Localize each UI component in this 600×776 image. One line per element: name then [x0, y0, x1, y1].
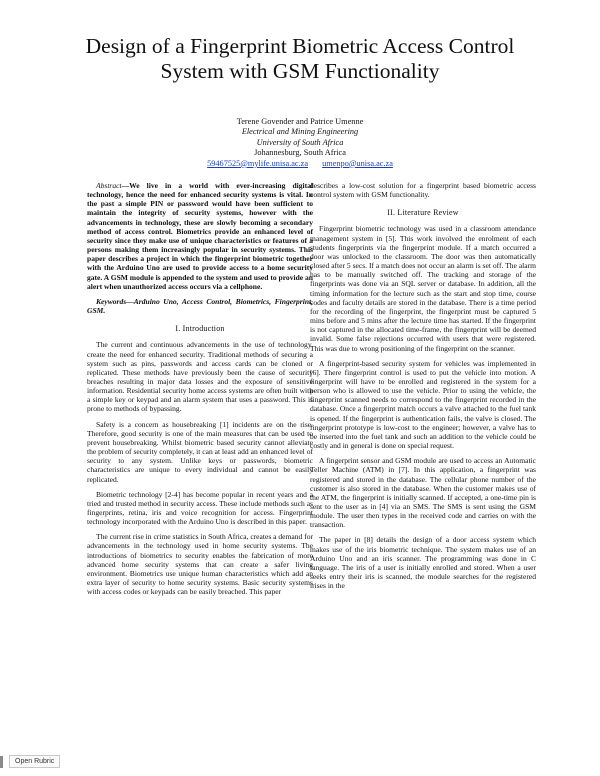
left-column	[87, 181, 313, 602]
badge-marker	[0, 756, 3, 768]
lit-paragraph-4: The paper in [8] details the design of a door access system which makes use of the iris biometric technique. The system makes use of an Arduino Uno and an iris scanner. The programming was done in C language. The iris of a user is initially enrolled and stored. When a user seeks entry their iris is scanned, the module searches for the registered irises in the	[310, 535, 536, 591]
author-block	[100, 117, 500, 169]
author-city: Johannesburg, South Africa	[254, 148, 346, 158]
title-line-1: Design of a Fingerprint Biometric Access Control	[85, 34, 515, 58]
intro-paragraph-2: Safety is a concern as housebreaking [1] incidents are on the rise. Therefore, good security is one of the main measures that can be used to prevent housebreaking. Whilst biometric based security cannot alleviate the problem of security completely, it can at least add an enhanced level of security to any system. Unlike keys or passwords, biometric characteristics are unique to every individual and cannot be easily replicated.	[87, 419, 313, 484]
intro-paragraph-4-continued: describes a low-cost solution for a fingerprint based biometric access control system with GSM functionality.	[310, 181, 536, 200]
abstract	[87, 181, 313, 291]
author-department: Electrical and Mining Engineering	[241, 127, 359, 137]
section-heading-introduction: I. Introduction	[175, 324, 225, 334]
abstract-text: —We live in a world with ever-increasing digital technology, hence the need for enhanced security systems is vital. In the past a simple PIN or password would have been sufficient to maintain the integrity of security systems, however with the advancements in technology, these are slowly becoming a secondary method of access control. Biometrics provide an enhanced level of security since they make use of unique characteristics or features of a persons making them increasingly popular in security systems. This paper describes a project in which the fingerprint biometric together with the Arduino Uno are used to provide access to a home security gate. A GSM module is appended to the system and used to provide an alert when unauthorized access occurs via a cellphone.	[87, 181, 313, 291]
keywords-text: —Arduino Uno, Access Control, Biometrics, Fingerprint, GSM.	[87, 296, 313, 316]
email-link-2[interactable]: umenpo@unisa.ac.za	[322, 158, 393, 168]
keywords	[87, 297, 313, 315]
author-emails	[100, 159, 500, 169]
keywords-label: Keywords	[96, 296, 127, 306]
intro-paragraph-4: The current rise in crime statistics in South Africa, creates a demand for advancements in the technology used in home security systems. The introductions of biometrics to security enables the fabrication of more advanced home security systems that can create a safer living environment. Biometrics use unique human characteristics which add an extra layer of security to home security systems. Basic security systems with access codes or keypads can be easily breached. This paper	[87, 532, 313, 597]
lit-paragraph-2: A fingerprint-based security system for vehicles was implemented in [6]. There fingerprint control is used to put the vehicle into motion. A fingerprint will have to be enrolled and registered in the system for a person who is allowed to use the vehicle. Prior to using the vehicle, the fingerprint scanned needs to correspond to the fingerprint recorded in the database. Once a fingerprint match occurs a valve attached to the fuel tank is opened. If the fingerprint is authentication fails, the valve is closed. The fingerprint prototype is low-cost to the engineer; however, a valve has to be inserted into the fuel tank and such an addition to the vehicle could be costly and in general is done on special request.	[310, 358, 536, 451]
lit-paragraph-3: A fingerprint sensor and GSM module are used to access an Automatic Teller Machine (ATM) in [7]. In this application, a fingerprint was registered and stored in the database. The cellular phone number of the customer is also stored in the database. When the customer makes use of the ATM, the fingerprint is initially scanned. If accepted, a one-time pin is sent to the user as in [4] via an SMS. The SMS is sent using the GSM module. The user then types in the received code and carries on with the transaction.	[310, 456, 536, 530]
author-university: University of South Africa	[256, 137, 344, 147]
lit-paragraph-1: Fingerprint biometric technology was used in a classroom attendance management system in [5]. This work involved the enrolment of each students fingerprints via the fingerprint module. If a match occurred a door was unlocked to the classroom. The door was then automatically closed after 5 secs. If a match does not occur an alarm is set off. The alarm has to be manually switched off. The tracking and storage of the fingerprints was done via an SQL server or database. In addition, all the timing information for the lecture such as the start and stop time, course codes and faculty details are stored in the database. There is a time period for the recording of the fingerprint, the fingerprint must be captured 5 mins before and 5 mins after the lecture time has started. If the fingerprint is not captured in the allocated time-frame, the fingerprint will be deemed invalid. Some false rejections occurred with users that were registered. This was due to wrong positioning of the fingerprint on the scanner.	[310, 224, 536, 353]
section-heading-literature-review: II. Literature Review	[387, 208, 459, 218]
intro-paragraph-3: Biometric technology [2-4] has become popular in recent years and a tried and trusted method in security access. These include methods such as fingerprints, retina, iris and voice recognition for access. Fingerprint technology incorporated with the Arduino Uno is described in this paper.	[87, 489, 313, 527]
title-line-2: System with GSM Functionality	[160, 59, 440, 83]
paper-title	[40, 34, 560, 84]
email-link-1[interactable]: 59467525@mylife.unisa.ac.za	[207, 158, 309, 168]
author-names: Terene Govender and Patrice Umenne	[236, 117, 364, 126]
right-column	[310, 181, 536, 596]
intro-paragraph-1: The current and continuous advancements in the use of technology, create the need for enhanced security. Traditional methods of securing a system such as pins, passwords and access cards can be cloned or replicated. These methods have previously been the cause of security breaches resulting in major data losses and the exposure of sensitive information. Residential security home access systems are often built with a simple key or keypad and an alarm system that uses a password. This is prone to methods of bypassing.	[87, 340, 313, 414]
open-rubric-badge[interactable]	[0, 755, 60, 768]
abstract-label: Abstract	[96, 181, 122, 190]
open-rubric-label[interactable]: Open Rubric	[9, 755, 60, 768]
